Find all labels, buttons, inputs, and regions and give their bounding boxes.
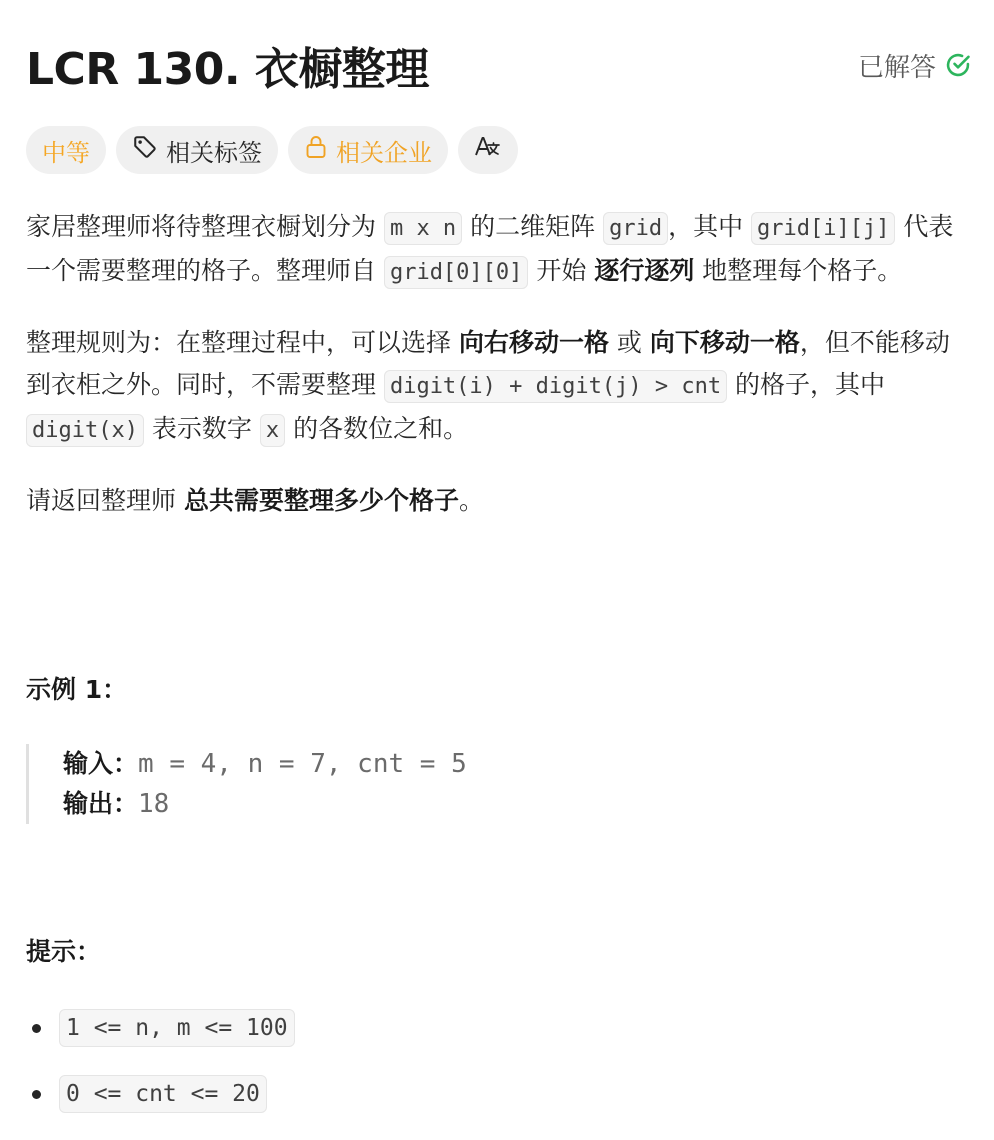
example-block (26, 744, 626, 824)
example-title: 示例 1： (26, 675, 128, 704)
inline-code: grid (603, 212, 668, 245)
example-input-label: 输入： (63, 749, 139, 778)
description-paragraph-3: 请返回整理师 总共需要整理多少个格子。 (26, 486, 484, 515)
problem-title[interactable]: LCR 130. 衣橱整理 (26, 44, 429, 95)
related-topics-label: 相关标签 (166, 138, 262, 167)
example-input-value: m = 4, n = 7, cnt = 5 (138, 749, 467, 779)
solved-label: 已解答 (857, 52, 936, 83)
problem-header (26, 30, 972, 100)
bold-text: 逐行逐列 (594, 256, 695, 285)
related-companies-tag[interactable] (288, 126, 448, 174)
bullet-icon (32, 1090, 41, 1099)
related-topics-tag[interactable] (116, 126, 278, 174)
description-paragraph-1: 家居整理师将待整理衣橱划分为 m x n 的二维矩阵 grid ，其中 grid[i][j] 代表一个需要整理的格子。整理师自 grid[0][0] 开始 逐行逐列 地整理每个格子。 (26, 206, 970, 294)
inline-code: m x n (384, 212, 462, 245)
list-item (26, 1008, 295, 1048)
translate-icon (474, 134, 502, 166)
problem-description (26, 206, 970, 550)
bold-text: 向下移动一格 (649, 328, 800, 357)
bold-text: 向右移动一格 (458, 328, 609, 357)
bold-text: 总共需要整理多少个格子 (183, 486, 459, 515)
tag-bar (26, 126, 518, 174)
difficulty-label: 中等 (42, 138, 90, 167)
tag-icon (132, 134, 158, 166)
check-circle-icon (944, 51, 972, 79)
example-output-value: 18 (138, 789, 170, 819)
constraints-list (26, 1008, 295, 1140)
related-companies-label: 相关企业 (336, 138, 432, 167)
lock-icon (304, 134, 328, 166)
translate-button[interactable] (458, 126, 518, 174)
bullet-icon (32, 1024, 41, 1033)
inline-code: grid[0][0] (384, 256, 528, 289)
constraint-code: 1 <= n, m <= 100 (59, 1009, 295, 1047)
inline-code: digit(x) (26, 414, 144, 447)
inline-code: x (260, 414, 285, 447)
difficulty-tag[interactable] (26, 126, 106, 174)
constraints-title: 提示： (26, 937, 102, 966)
inline-code: digit(i) + digit(j) > cnt (384, 370, 727, 403)
description-paragraph-2: 整理规则为：在整理过程中，可以选择 向右移动一格 或 向下移动一格，但不能移动到衣柜之外。同时，不需要整理 digit(i) + digit(j) > cnt 的格子，其中 digit(x) 表示数字 x 的各数位之和。 (26, 322, 970, 452)
example-output-label: 输出： (63, 789, 139, 818)
solved-status (858, 47, 972, 84)
example-output-line (63, 784, 626, 824)
constraint-code: 0 <= cnt <= 20 (59, 1075, 267, 1113)
inline-code: grid[i][j] (751, 212, 895, 245)
list-item (26, 1074, 295, 1114)
example-input-line (63, 744, 626, 784)
